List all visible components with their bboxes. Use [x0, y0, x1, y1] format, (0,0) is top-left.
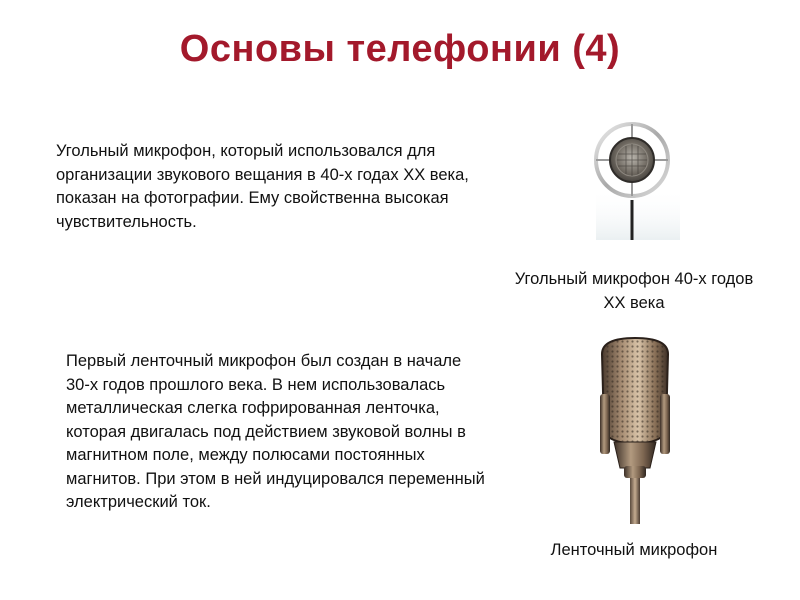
carbon-mic-description: Угольный микрофон, который использовался для организации звукового вещания в 40-х годах XX века, показан на фотографии. Ему свойственна высокая чувствительность.	[56, 142, 469, 231]
ribbon-mic-caption: Ленточный микрофон	[550, 541, 718, 559]
slide-title: Основы телефонии (4)	[179, 28, 621, 70]
carbon-microphone-photo	[588, 118, 688, 240]
carbon-mic-caption: Угольный микрофон 40-х годов XX века	[514, 270, 754, 312]
ribbon-microphone-photo	[580, 334, 690, 524]
ribbon-mic-description: Первый ленточный микрофон был создан в начале 30-х годов прошлого века. В нем использовалась металлическая слегка гофрированная ленточка, которая двигалась под действием звуковой волны в магнитном поле, между полюсами постоянных магнитов. При этом в ней индуцировался переменный электрический ток.	[66, 352, 485, 511]
